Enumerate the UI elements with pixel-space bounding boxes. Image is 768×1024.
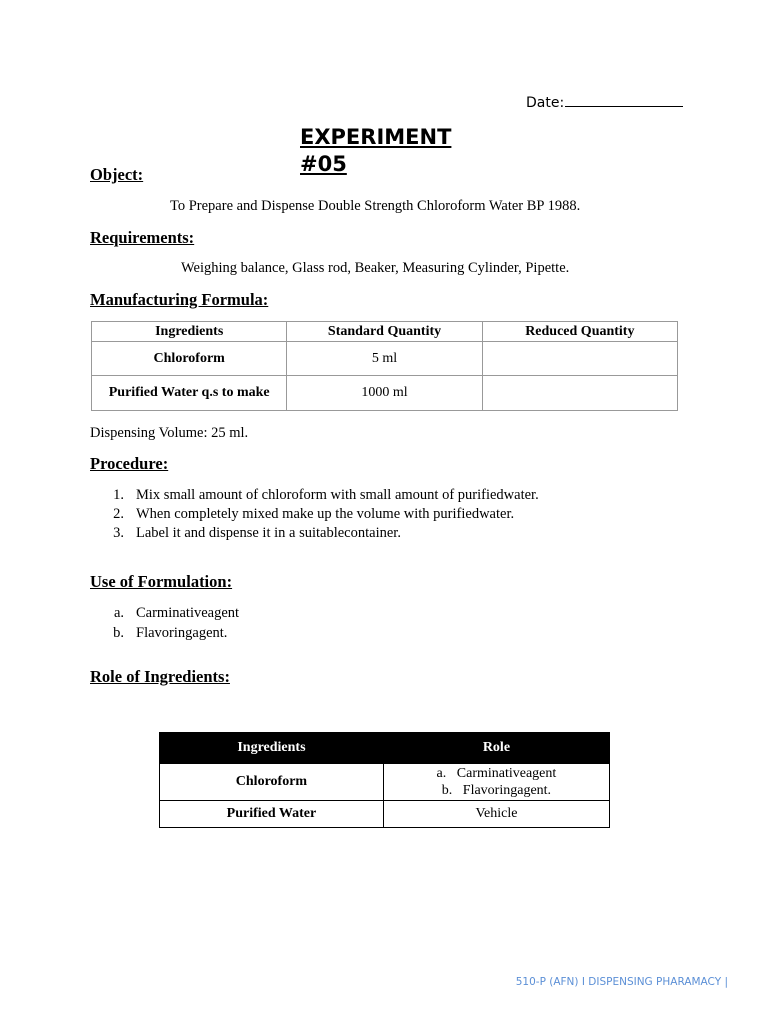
column-header: Ingredients — [160, 733, 384, 764]
table-cell — [482, 376, 677, 411]
table-cell: Purified Water — [160, 801, 384, 828]
formula-heading: Manufacturing Formula: — [90, 290, 269, 309]
table-cell: 1000 ml — [287, 376, 482, 411]
object-text: To Prepare and Dispense Double Strength Chloroform Water BP 1988. — [170, 198, 581, 214]
column-header: Standard Quantity — [287, 322, 482, 342]
table-row — [160, 764, 610, 801]
list-text: Carminativeagent — [136, 605, 240, 621]
use-heading: Use of Formulation: — [90, 572, 233, 591]
table-cell: Chloroform — [92, 342, 287, 376]
list-text: Mix small amount of chloroform with small amount of purifiedwater. — [136, 487, 539, 503]
requirements-text: Weighing balance, Glass rod, Beaker, Measuring Cylinder, Pipette. — [181, 260, 570, 276]
table-header-row — [160, 733, 610, 764]
list-text: Carminativeagent — [456, 766, 557, 781]
dispensing-volume: Dispensing Volume: 25 ml. — [90, 425, 249, 441]
date-blank-line — [565, 93, 683, 107]
list-letter: b. — [113, 625, 124, 641]
requirements-heading: Requirements: — [90, 228, 195, 247]
procedure-heading: Procedure: — [90, 454, 169, 473]
page-footer: 510-P (AFN) I DISPENSING PHARAMACY | — [515, 976, 728, 988]
object-heading: Object: — [90, 165, 144, 184]
list-text: Flavoringagent. — [462, 783, 552, 798]
list-number: 1. — [113, 487, 124, 503]
role-list-item — [385, 765, 608, 782]
table-row — [92, 376, 678, 411]
table-cell — [383, 764, 609, 801]
list-number: 3. — [113, 525, 124, 541]
list-letter: a. — [113, 605, 124, 621]
page-title: EXPERIMENT #05 — [300, 125, 452, 176]
table-header-row — [92, 322, 678, 342]
table-row — [92, 342, 678, 376]
list-text: Flavoringagent. — [136, 625, 228, 641]
list-text: Label it and dispense it in a suitablecontainer. — [136, 525, 401, 541]
list-text: When completely mixed make up the volume with purifiedwater. — [136, 506, 515, 522]
table-cell: 5 ml — [287, 342, 482, 376]
date-label: Date: — [526, 95, 565, 111]
table-row — [160, 801, 610, 828]
role-list-item — [385, 782, 608, 799]
list-number: 2. — [113, 506, 124, 522]
table-cell — [482, 342, 677, 376]
roles-heading: Role of Ingredients: — [90, 667, 230, 686]
table-cell: Chloroform — [160, 764, 384, 801]
column-header: Ingredients — [92, 322, 287, 342]
column-header: Reduced Quantity — [482, 322, 677, 342]
formula-table — [91, 321, 678, 411]
list-letter: a. — [436, 766, 447, 781]
table-cell: Vehicle — [383, 801, 609, 828]
list-letter: b. — [441, 783, 453, 798]
table-cell: Purified Water q.s to make — [92, 376, 287, 411]
column-header: Role — [383, 733, 609, 764]
date-field — [526, 93, 683, 111]
roles-table — [159, 732, 610, 828]
